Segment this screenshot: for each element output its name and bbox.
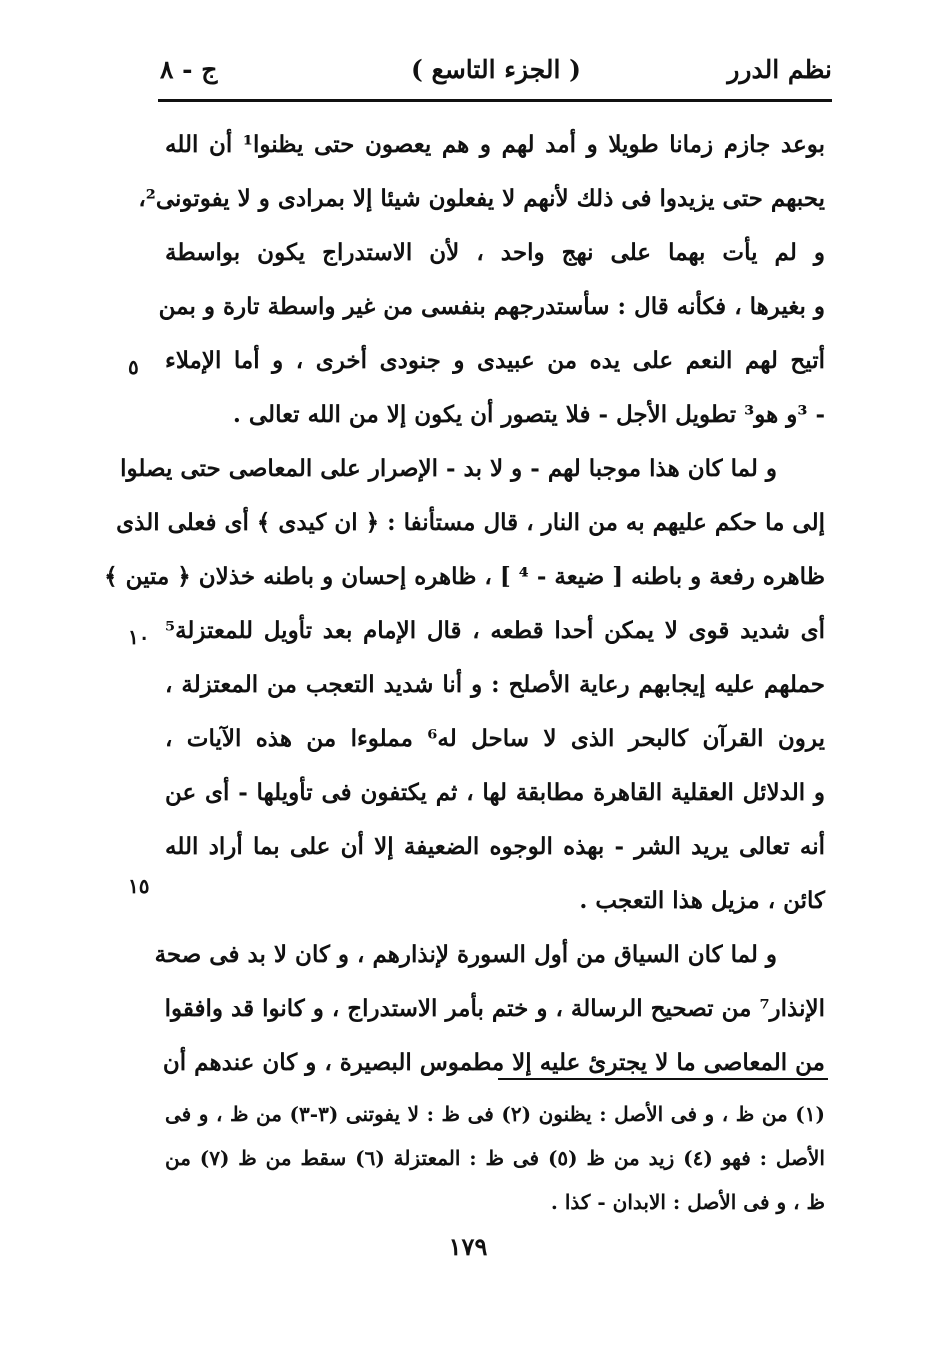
text-line: يحبهم حتى يزيدوا فى ذلك لأنهم لا يفعلون شيئا إلا بمرادى و لا يفوتونى²، (138, 185, 825, 212)
text-line: يرون القرآن كالبحر الذى لا ساحل له⁶ مملوءا من هذه الآيات ، (165, 725, 825, 752)
text-line: حملهم عليه إيجابهم رعاية الأصلح : و أنا شديد التعجب من المعتزلة ، (165, 671, 825, 698)
text-line: ظاهره رفعة و باطنه [ ضيعة - ⁴ ] ، ظاهره إحسان و باطنه خذلان ﴿ متين ﴾ (104, 563, 825, 590)
footnote-line: ظ ، و فى الأصل : الابدان - كذا . (550, 1190, 825, 1214)
header-rule (158, 99, 832, 102)
text-line: من المعاصى ما لا يجترئ عليه إلا مطموس البصيرة ، و كان عندهم أن (162, 1049, 825, 1076)
line-number-5: ٥ (128, 355, 139, 379)
footnote-line: (١) من ظ ، و فى الأصل : يظنون (٢) فى ظ : لا يفوتنى (٣-٣) من ظ ، و فى (165, 1102, 825, 1126)
text-line: و لما كان هذا موجبا لهم - و لا بد - الإصرار على المعاصى حتى يصلوا (120, 455, 777, 482)
page-number: ١٧٩ (448, 1232, 488, 1261)
line-number-15: ١٥ (128, 874, 150, 898)
footnote-rule (498, 1078, 828, 1080)
text-line: أتيح لهم النعم على يده من عبيدى و جنودى أخرى ، و أما الإملاء (165, 347, 825, 374)
text-line: - ³و هو³ تطويل الأجل - فلا يتصور أن يكون إلا من الله تعالى . (232, 401, 825, 428)
part-label: ( الجزء التاسع ) (411, 55, 581, 84)
volume-label: ج - ٨ (160, 55, 218, 84)
text-line: و لم يأت بهما على نهج واحد ، لأن الاستدراج يكون بواسطة (165, 239, 825, 266)
text-line: أى شديد قوى لا يمكن أحدا قطعه ، قال الإمام بعد تأويل للمعتزلة⁵ (165, 617, 825, 644)
text-line: و بغيرها ، فكأنه قال : سأستدرجهم بنفسى من غير واسطة تارة و بمن (158, 293, 825, 320)
book-title: نظم الدرر (727, 55, 832, 84)
text-line: إلى ما حكم عليهم به من النار ، قال مستأنفا : ﴿ ان كيدى ﴾ أى فعلى الذى (116, 509, 825, 536)
text-line: بوعد جازم زمانا طويلا و أمد لهم و هم يعصون حتى يظنوا¹ أن الله (165, 131, 825, 158)
text-line: و الدلائل العقلية القاهرة مطابقة لها ، ثم يكتفون فى تأويلها - أى عن (165, 779, 825, 806)
text-line: كائن ، مزيل هذا التعجب . (579, 887, 825, 914)
running-header (160, 55, 832, 95)
footnotes (165, 1092, 825, 1224)
line-number-10: ١٠ (128, 625, 150, 649)
footnote-line: الأصل : فهو (٤) زيد من ظ (٥) فى ظ : المعتزلة (٦) سقط من ظ (٧) من (165, 1146, 825, 1170)
text-line: الإنذار⁷ من تصحيح الرسالة ، و ختم بأمر الاستدراج ، و كانوا قد وافقوا (164, 995, 825, 1022)
text-line: و لما كان السياق من أول السورة لإنذارهم ، و كان لا بد فى صحة (154, 941, 777, 968)
text-line: أنه تعالى يريد الشر - بهذه الوجوه الضعيفة إلا أن على بما أراد الله (165, 833, 825, 860)
